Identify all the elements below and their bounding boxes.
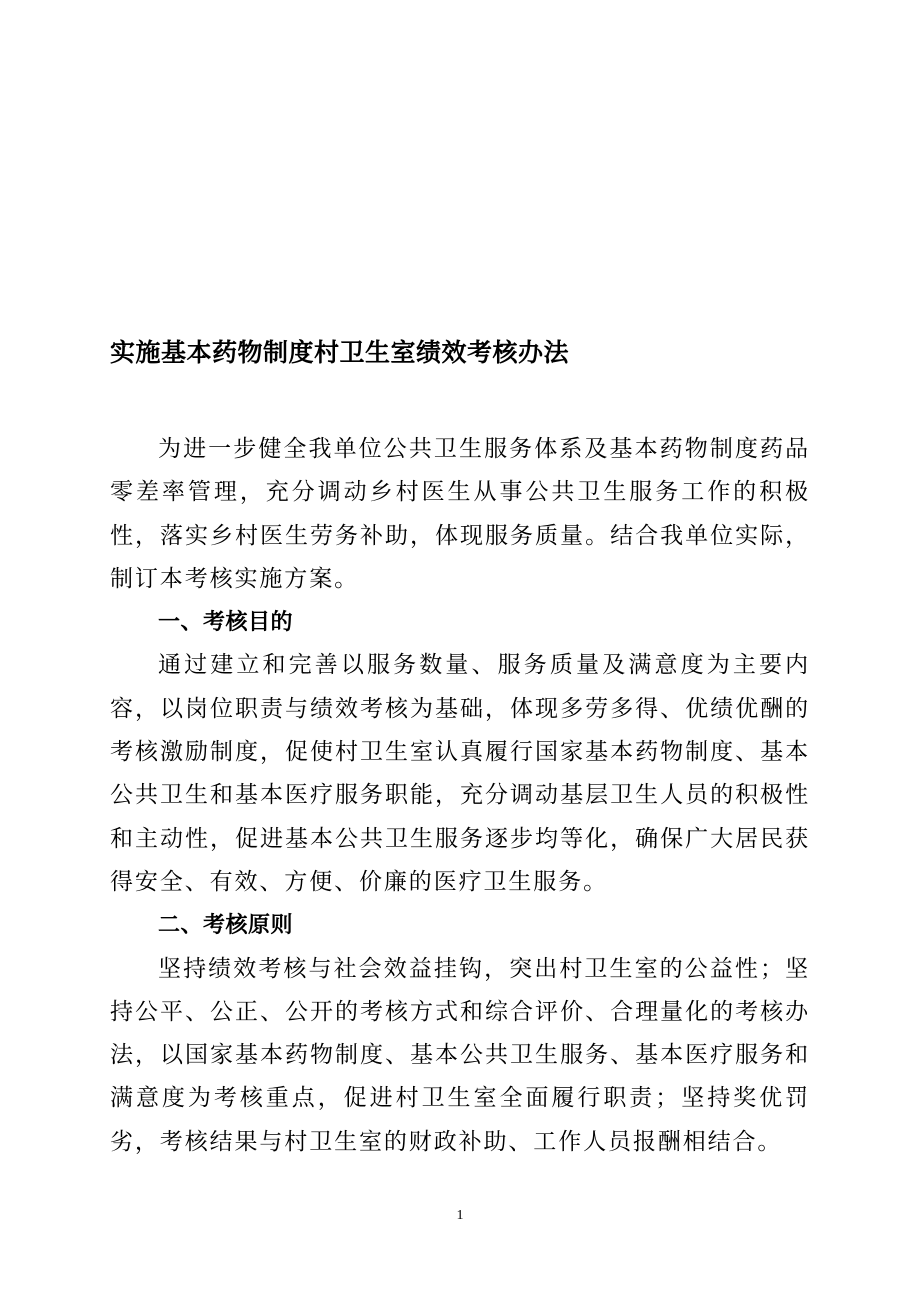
section-body-principles: 坚持绩效考核与社会效益挂钩，突出村卫生室的公益性；坚持公平、公正、公开的考核方式和综合评价、合理量化的考核办法，以国家基本药物制度、基本公共卫生服务、基本医疗服务和满意度为考核重点，促进村卫生室全面履行职责；坚持奖优罚劣，考核结果与村卫生室的财政补助、工作人员报酬相结合。 [110, 955, 810, 1155]
page-number: 1 [456, 1208, 464, 1223]
document-body [110, 428, 810, 1164]
section-heading-principles: 二、考核原则 [158, 913, 294, 939]
document-title: 实施基本药物制度村卫生室绩效考核办法 [110, 338, 570, 367]
section-heading-purpose: 一、考核目的 [158, 610, 294, 636]
intro-paragraph: 为进一步健全我单位公共卫生服务体系及基本药物制度药品零差率管理，充分调动乡村医生从事公共卫生服务工作的积极性，落实乡村医生劳务补助，体现服务质量。结合我单位实际，制订本考核实施方案。 [110, 436, 810, 592]
section-body-purpose: 通过建立和完善以服务数量、服务质量及满意度为主要内容，以岗位职责与绩效考核为基础，体现多劳多得、优绩优酬的考核激励制度，促使村卫生室认真履行国家基本药物制度、基本公共卫生和基本医疗服务职能，充分调动基层卫生人员的积极性和主动性，促进基本公共卫生服务逐步均等化，确保广大居民获得安全、有效、方便、价廉的医疗卫生服务。 [110, 652, 810, 895]
